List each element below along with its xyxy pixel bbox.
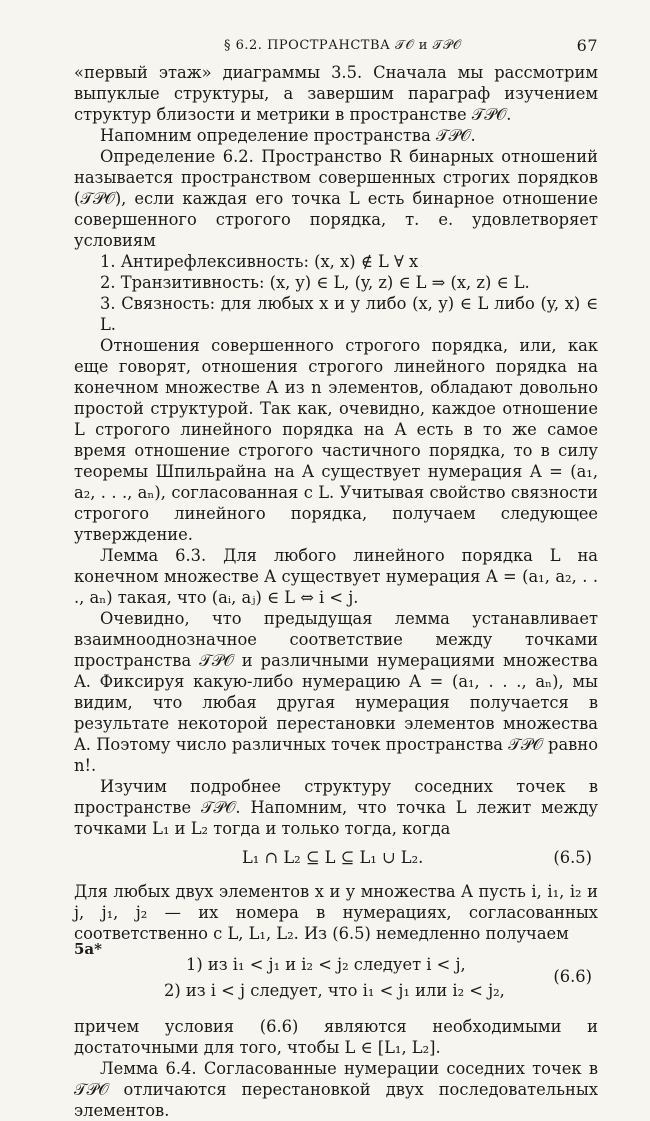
definition-6-2: Определение 6.2. Пространство R бинарных отношений называется пространством совершенных строгих порядков (𝒯𝒫𝒪), если каждая его точка L есть бинарное отношение совершенного строгого порядка, т. е. удовлетворяет условиям xyxy=(74,147,598,250)
equation-number: (6.5) xyxy=(553,848,592,867)
equation-6-5 xyxy=(74,843,598,873)
equation-formula: L₁ ∩ L₂ ⊆ L ⊆ L₁ ∪ L₂. xyxy=(242,848,424,867)
equation-number: (6.6) xyxy=(553,967,592,986)
paragraph: Отношения совершенного строгого порядка, или, как еще говорят, отношения строгого линейного порядка на конечном множестве A из n элементов, обладают довольно простой структурой. Так как, очевидно, каждое отношение L строгого линейного порядка на A есть в то же самое время отношение строгого частичного порядка, то в силу теоремы Шпильрайна на A существует нумерация A = (a₁, a₂, . . ., aₙ), согласованная с L. Учитывая свойство связности строгого линейного порядка, получаем следующее утверждение. xyxy=(74,336,598,544)
equation-line: 2) из i < j следует, что i₁ < j₁ или i₂ < j₂, xyxy=(164,981,505,1000)
lemma-6-4: Лемма 6.4. Согласованные нумерации соседних точек в 𝒯𝒫𝒪 отличаются перестановкой двух последовательных элементов. xyxy=(74,1059,598,1120)
paragraph: причем условия (6.6) являются необходимыми и достаточными для того, чтобы L ∈ [L₁, L₂]. xyxy=(74,1017,598,1057)
paragraph: Для любых двух элементов x и y множества A пусть i, i₁, i₂ и j, j₁, j₂ — их номера в нумерациях, согласованных соответственно с L, L₁, L₂. Из (6.5) немедленно получаем xyxy=(74,882,598,943)
equation-6-6 xyxy=(74,950,598,1006)
list-item: 3. Связность: для любых x и y либо (x, y) ∈ L либо (y, x) ∈ L. xyxy=(100,294,598,334)
list-item: 1. Антирефлексивность: (x, x) ∉ L ∀ x xyxy=(100,252,419,271)
signature-mark: 5a* xyxy=(74,940,103,958)
paragraph: Изучим подробнее структуру соседних точек в пространстве 𝒯𝒫𝒪. Напомним, что точка L лежит между точками L₁ и L₂ тогда и только тогда, когда xyxy=(74,777,598,838)
paragraph: Очевидно, что предыдущая лемма устанавливает взаимнооднозначное соответствие между точками пространства 𝒯𝒫𝒪 и различными нумерациями множества A. Фиксируя какую-либо нумерацию A = (a₁, . . ., aₙ), мы видим, что любая другая нумерация получается в результате некоторой перестановки элементов множества A. Поэтому число различных точек пространства 𝒯𝒫𝒪 равно n!. xyxy=(74,609,598,775)
paragraph: Напомним определение пространства 𝒯𝒫𝒪. xyxy=(100,126,476,145)
section-title: § 6.2. ПРОСТРАНСТВА 𝒯𝒪 и 𝒯𝒫𝒪 xyxy=(224,38,462,53)
running-header xyxy=(74,32,598,62)
conditions-list xyxy=(74,251,598,335)
page-number: 67 xyxy=(576,36,598,55)
list-item: 2. Транзитивность: (x, y) ∈ L, (y, z) ∈ L ⇒ (x, z) ∈ L. xyxy=(100,273,530,292)
paragraph: «первый этаж» диаграммы 3.5. Сначала мы рассмотрим выпуклые структуры, а завершим параграф изучением структур близости и метрики в пространстве 𝒯𝒫𝒪. xyxy=(74,63,598,124)
page-body xyxy=(74,62,598,1121)
equation-line: 1) из i₁ < j₁ и i₂ < j₂ следует i < j, xyxy=(186,955,466,974)
lemma-6-3: Лемма 6.3. Для любого линейного порядка L на конечном множестве A существует нумерация A = (a₁, a₂, . . ., aₙ) такая, что (aᵢ, aⱼ) ∈ L ⇔ i < j. xyxy=(74,546,598,607)
